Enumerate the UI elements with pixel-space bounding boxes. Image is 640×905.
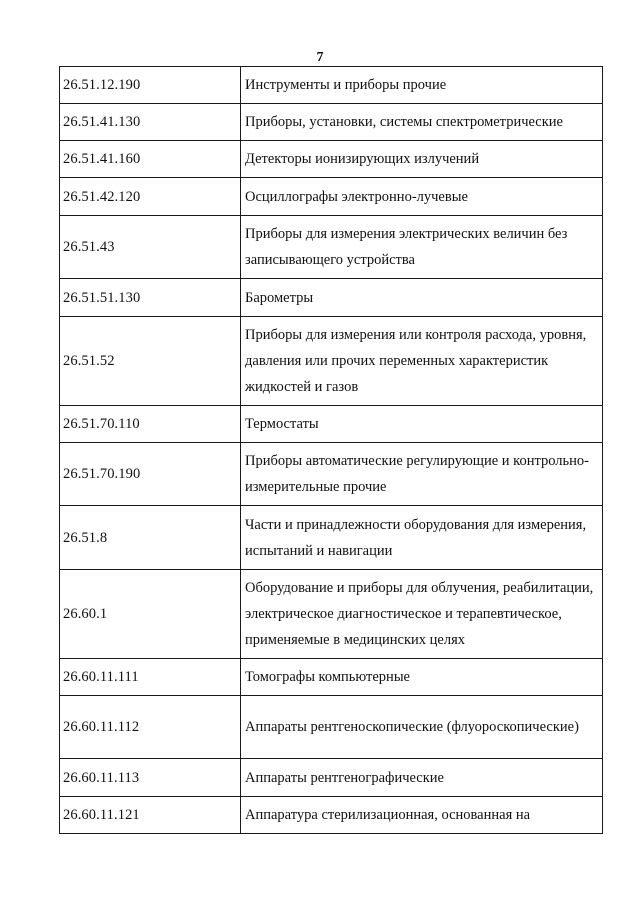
row-description: Детекторы ионизирующих излучений: [241, 141, 603, 178]
row-description: Барометры: [241, 279, 603, 317]
row-description: Приборы для измерения электрических величин без записывающего устройства: [241, 216, 603, 279]
table-row: [60, 506, 603, 570]
row-description: Аппараты рентгеноскопические (флуороскопические): [241, 696, 603, 759]
row-code: 26.51.41.160: [60, 141, 241, 178]
row-description: Аппараты рентгенографические: [241, 759, 603, 797]
row-code: 26.60.11.121: [60, 797, 241, 834]
row-code: 26.51.8: [60, 506, 241, 570]
table-row: [60, 67, 603, 104]
row-code: 26.51.52: [60, 317, 241, 406]
row-code: 26.60.1: [60, 570, 241, 659]
table-row: [60, 797, 603, 834]
row-description: Части и принадлежности оборудования для измерения, испытаний и навигации: [241, 506, 603, 570]
row-code: 26.51.12.190: [60, 67, 241, 104]
row-code: 26.60.11.113: [60, 759, 241, 797]
row-description: Приборы для измерения или контроля расхода, уровня, давления или прочих переменных характеристик жидкостей и газов: [241, 317, 603, 406]
codes-table: [59, 66, 603, 834]
row-description: Аппаратура стерилизационная, основанная на: [241, 797, 603, 834]
row-code: 26.51.41.130: [60, 104, 241, 141]
row-code: 26.51.42.120: [60, 178, 241, 216]
table-row: [60, 659, 603, 696]
table-row: [60, 279, 603, 317]
row-description: Приборы автоматические регулирующие и контрольно-измерительные прочие: [241, 443, 603, 506]
table-row: [60, 759, 603, 797]
row-description: Приборы, установки, системы спектрометрические: [241, 104, 603, 141]
table-row: [60, 443, 603, 506]
row-description: Оборудование и приборы для облучения, реабилитации, электрическое диагностическое и терапевтическое, применяемые в медицинских целях: [241, 570, 603, 659]
table-row: [60, 406, 603, 443]
row-description: Осциллографы электронно-лучевые: [241, 178, 603, 216]
table-row: [60, 696, 603, 759]
row-code: 26.51.43: [60, 216, 241, 279]
table-row: [60, 178, 603, 216]
row-code: 26.51.51.130: [60, 279, 241, 317]
codes-table-body: [60, 67, 603, 834]
row-description: Термостаты: [241, 406, 603, 443]
table-row: [60, 141, 603, 178]
table-row: [60, 216, 603, 279]
row-description: Томографы компьютерные: [241, 659, 603, 696]
row-description: Инструменты и приборы прочие: [241, 67, 603, 104]
page-number: 7: [316, 50, 324, 65]
row-code: 26.60.11.112: [60, 696, 241, 759]
table-row: [60, 570, 603, 659]
row-code: 26.60.11.111: [60, 659, 241, 696]
table-row: [60, 317, 603, 406]
table-row: [60, 104, 603, 141]
row-code: 26.51.70.190: [60, 443, 241, 506]
row-code: 26.51.70.110: [60, 406, 241, 443]
